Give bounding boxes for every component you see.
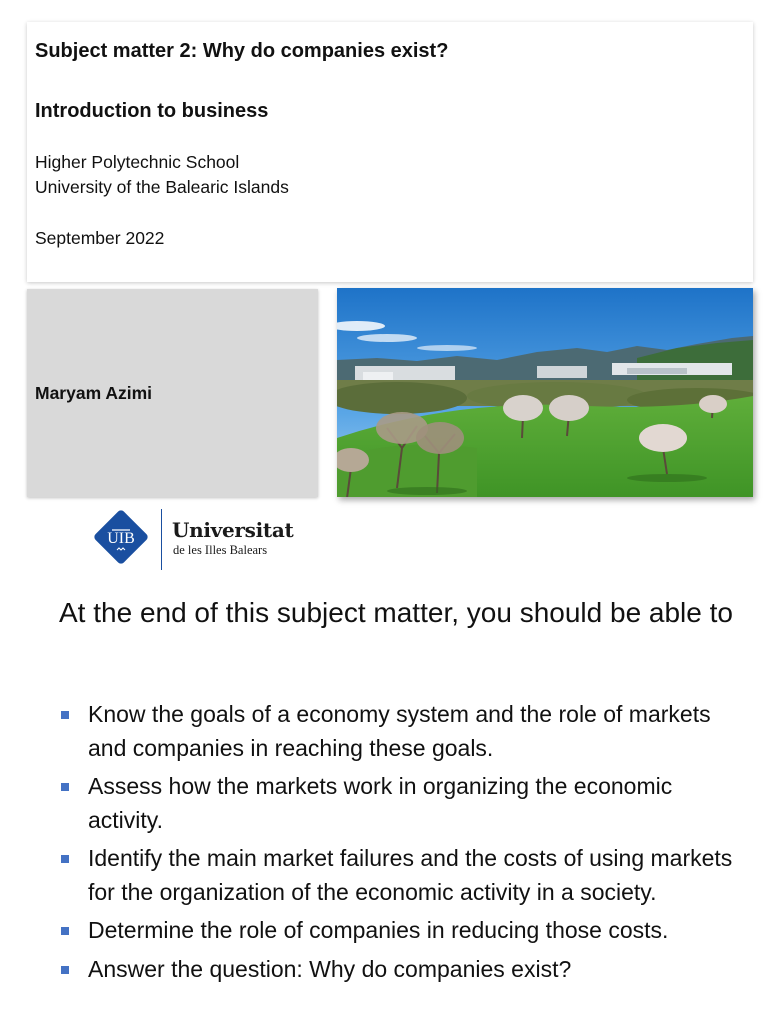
author-box [27, 289, 318, 497]
list-item [59, 770, 749, 837]
square-bullet-icon [61, 711, 69, 719]
slide-date: September 2022 [35, 228, 165, 248]
course-name: Introduction to business [35, 100, 269, 122]
square-bullet-icon [61, 783, 69, 791]
campus-landscape-photo [337, 288, 753, 497]
list-item-text: Identify the main market failures and the costs of using markets for the organization of the economic activity in a society. [88, 845, 733, 905]
logo-badge-text: UIB [107, 530, 135, 547]
square-bullet-icon [61, 855, 69, 863]
university-name: University of the Balearic Islands [35, 177, 289, 197]
list-item [59, 698, 749, 765]
objectives-heading: At the end of this subject matter, you should be able to [59, 597, 733, 628]
author-name: Maryam Azimi [35, 382, 153, 403]
slide-title: Subject matter 2: Why do companies exist? [35, 40, 449, 62]
logo-divider [161, 509, 162, 570]
square-bullet-icon [61, 966, 69, 974]
objectives-list [59, 698, 749, 991]
list-item [59, 842, 749, 909]
uib-logo [88, 506, 294, 572]
list-item [59, 953, 749, 987]
list-item [59, 914, 749, 948]
list-item-text: Know the goals of a economy system and the role of markets and companies in reaching these goals. [88, 701, 711, 761]
school-name: Higher Polytechnic School [35, 152, 240, 172]
title-box [27, 22, 753, 282]
objectives-slide [0, 580, 768, 1024]
list-item-text: Determine the role of companies in reducing those costs. [88, 917, 669, 943]
square-bullet-icon [61, 927, 69, 935]
list-item-text: Answer the question: Why do companies exist? [88, 955, 572, 982]
logo-name: Universitat [172, 518, 294, 542]
logo-subname: de les Illes Balears [173, 543, 268, 557]
list-item-text: Assess how the markets work in organizing the economic activity. [88, 773, 673, 833]
